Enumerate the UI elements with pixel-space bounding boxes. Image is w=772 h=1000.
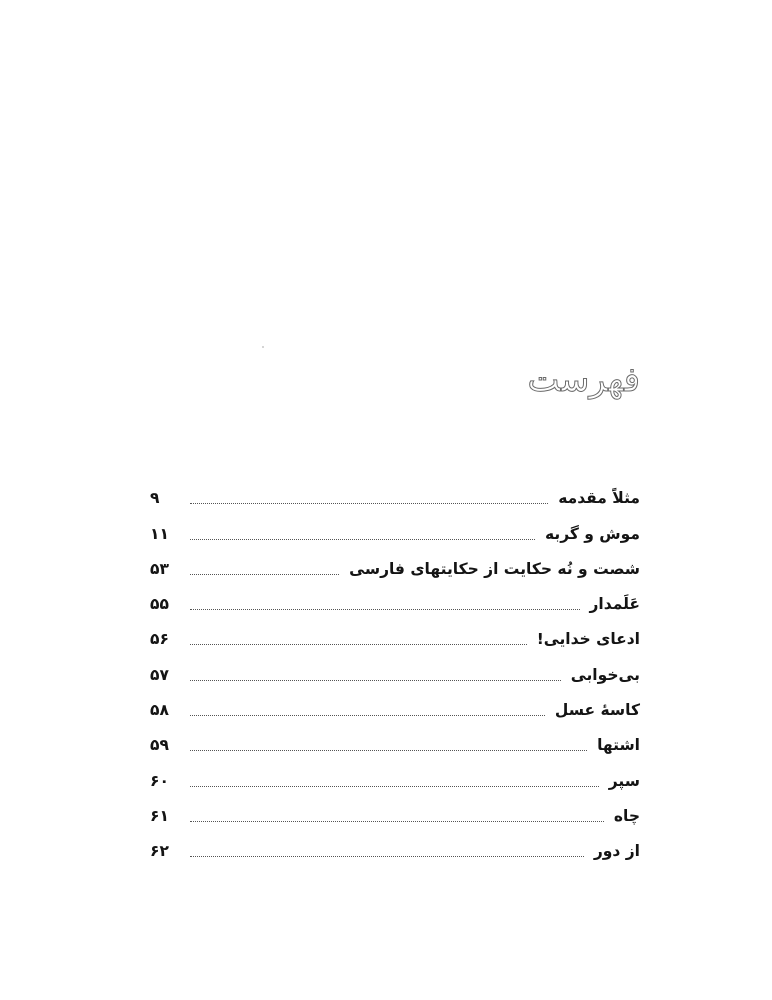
toc-entry-page: ۶۰: [150, 771, 169, 790]
toc-entry-page: ۵۶: [150, 630, 169, 649]
dot-leader: [190, 644, 527, 645]
dot-leader: [190, 539, 535, 540]
toc-entry-title: از دور: [593, 842, 640, 861]
dot-leader: [190, 680, 561, 681]
toc-entry-page: ۹: [150, 489, 160, 508]
dot-leader: [190, 503, 548, 504]
toc-entry-page: ۵۷: [150, 665, 169, 684]
dot-leader: [190, 856, 584, 857]
toc-entry-title: شصت و نُه حکایت از حکایتهای فارسی: [349, 559, 640, 578]
toc-entry: [150, 474, 640, 509]
toc-entry: [150, 756, 640, 791]
toc-entry-page: ۵۵: [150, 595, 169, 614]
toc-list: [150, 474, 640, 862]
toc-entry-title: بی‌خوابی: [570, 665, 640, 684]
toc-entry: [150, 792, 640, 827]
dot-leader: [190, 574, 339, 575]
toc-entry-title: ادعای خدایی!: [536, 630, 640, 649]
dot-leader: [190, 821, 604, 822]
toc-entry: [150, 615, 640, 650]
dot-leader: [190, 750, 587, 751]
toc-entry-page: ۵۸: [150, 701, 169, 720]
toc-title: فهرست: [527, 360, 640, 400]
toc-entry-page: ۵۹: [150, 736, 169, 755]
toc-entry-title: موش و گربه: [544, 524, 640, 543]
paper-speck: [262, 346, 264, 348]
toc-entry: [150, 580, 640, 615]
toc-entry: [150, 509, 640, 544]
toc-entry-title: کاسهٔ عسل: [554, 701, 640, 720]
toc-entry-page: ۶۲: [150, 842, 169, 861]
toc-entry-page: ۵۳: [150, 559, 169, 578]
toc-entry: [150, 650, 640, 685]
toc-entry-page: ۶۱: [150, 806, 169, 825]
toc-entry: [150, 721, 640, 756]
toc-entry-title: سپر: [608, 771, 640, 790]
toc-entry-title: اشتها: [597, 736, 640, 755]
dot-leader: [190, 715, 545, 716]
toc-entry-title: چاه: [613, 806, 640, 825]
toc-entry-title: عَلَمدار: [589, 595, 640, 614]
toc-entry: [150, 827, 640, 862]
toc-entry-title: مثلاً مقدمه: [558, 489, 640, 508]
toc-entry: [150, 686, 640, 721]
dot-leader: [190, 609, 580, 610]
toc-entry: [150, 545, 640, 580]
dot-leader: [190, 786, 599, 787]
toc-entry-page: ۱۱: [150, 524, 169, 543]
